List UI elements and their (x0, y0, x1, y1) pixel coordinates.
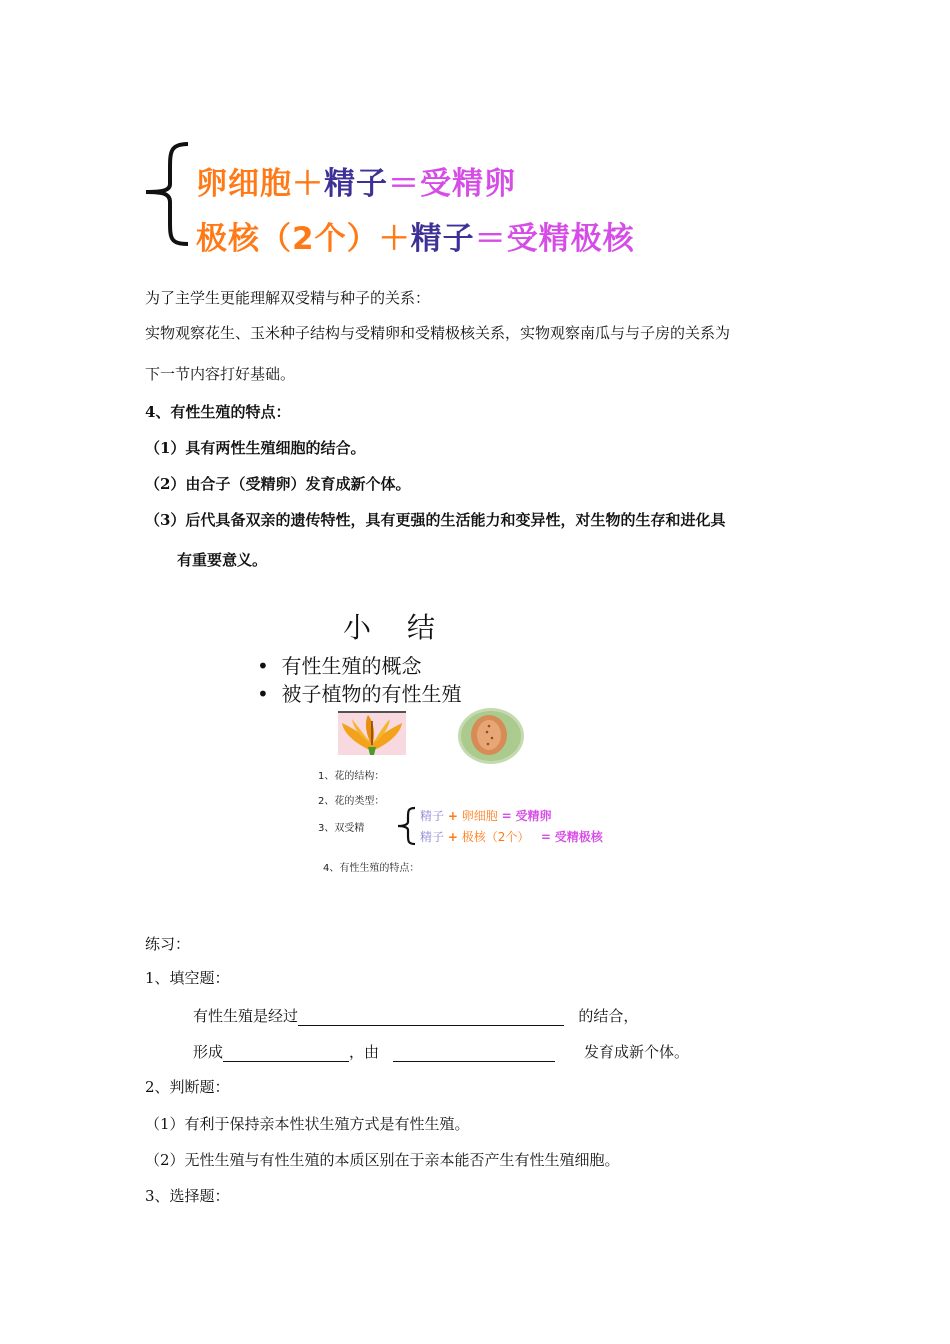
flower-image (338, 711, 406, 755)
question-2-heading: 2、判断题： (145, 1078, 230, 1096)
fill-blank-text: 的结合， (578, 1007, 639, 1025)
mini-sperm-label: 精子 (420, 830, 445, 844)
plus-sign: ＋ (292, 166, 324, 202)
judgment-item-1: （1）有利于保持亲本性状生殖方式是有性生殖。 (145, 1115, 470, 1133)
summary-bullet-2: • 被子植物的有性生殖 (257, 682, 462, 706)
mini-equation-1 (420, 807, 551, 824)
egg-cell-label: 卵细胞 (196, 166, 292, 202)
mini-equation-2 (420, 828, 603, 845)
equation-line-1 (196, 158, 516, 203)
summary-title: 小结 (343, 611, 472, 644)
fill-blank-line-2 (193, 1042, 689, 1062)
mini-plus-sign: + (447, 809, 458, 823)
judgment-item-2: （2）无性生殖与有性生殖的本质区别在于亲本能否产生有性生殖细胞。 (145, 1151, 620, 1169)
question-1-heading: 1、填空题： (145, 969, 230, 987)
paragraph-3: 下一节内容打好基础。 (145, 365, 296, 383)
plus-sign: ＋ (378, 221, 411, 257)
feature-item-1: （1）具有两性生殖细胞的结合。 (145, 439, 366, 457)
summary-bullet-1: • 有性生殖的概念 (257, 654, 422, 678)
summary-bullet-1-text: 有性生殖的概念 (281, 654, 422, 678)
equals-sign: ＝ (388, 166, 420, 202)
header-diagram (140, 140, 640, 255)
summary-item-1: 1、花的结构： (318, 771, 385, 782)
mini-equals-sign: = (501, 809, 512, 823)
summary-item-2: 2、花的类型： (318, 796, 385, 807)
question-3-heading: 3、选择题： (145, 1187, 230, 1205)
summary-bullet-2-text: 被子植物的有性生殖 (281, 682, 462, 706)
equals-sign: ＝ (474, 221, 507, 257)
fill-blank-text: ，由 (349, 1043, 380, 1061)
answer-blank-1[interactable] (298, 1009, 564, 1026)
ovary-cross-section-image (456, 706, 526, 766)
fill-blank-text: 发育成新个体。 (583, 1043, 689, 1061)
feature-item-3-continued: 有重要意义。 (177, 551, 268, 569)
mini-sperm-label: 精子 (420, 809, 445, 823)
fill-blank-text: 有性生殖是经过 (193, 1007, 299, 1025)
mini-egg-cell-label: 卵细胞 (461, 809, 498, 823)
summary-item-3: 3、双受精 (318, 823, 365, 834)
curly-brace-icon (395, 806, 419, 846)
feature-item-2: （2）由合子（受精卵）发育成新个体。 (145, 475, 411, 493)
answer-blank-2[interactable] (223, 1045, 349, 1062)
zygote-label: 受精卵 (420, 166, 516, 202)
equation-line-2 (196, 213, 635, 258)
fill-blank-line-1 (193, 1006, 638, 1026)
fertilized-polar-nuclei-label: 受精极核 (506, 221, 635, 257)
curly-brace-icon (140, 140, 196, 252)
paragraph-1: 为了主学生更能理解双受精与种子的关系： (145, 289, 431, 307)
mini-polar-nuclei-label: 极核（2个） (461, 830, 530, 844)
features-heading: 4、有性生殖的特点： (145, 403, 291, 421)
sperm-label: 精子 (324, 166, 388, 202)
mini-equals-sign: = (540, 830, 551, 844)
paragraph-2: 实物观察花生、玉米种子结构与受精卵和受精极核关系，实物观察南瓜与与子房的关系为 (145, 324, 731, 342)
exercises-title: 练习： (145, 935, 191, 953)
feature-item-3: （3）后代具备双亲的遗传特性，具有更强的生活能力和变异性，对生物的生存和进化具 (145, 511, 726, 529)
polar-nuclei-label: 极核（2个） (196, 221, 379, 257)
mini-zygote-label: 受精卵 (515, 809, 552, 823)
sperm-label: 精子 (410, 221, 475, 257)
answer-blank-3[interactable] (393, 1045, 555, 1062)
fill-blank-text: 形成 (193, 1043, 224, 1061)
mini-plus-sign: + (447, 830, 458, 844)
summary-item-4: 4、有性生殖的特点： (323, 863, 420, 874)
mini-fertilized-polar-nuclei-label: 受精极核 (554, 830, 603, 844)
